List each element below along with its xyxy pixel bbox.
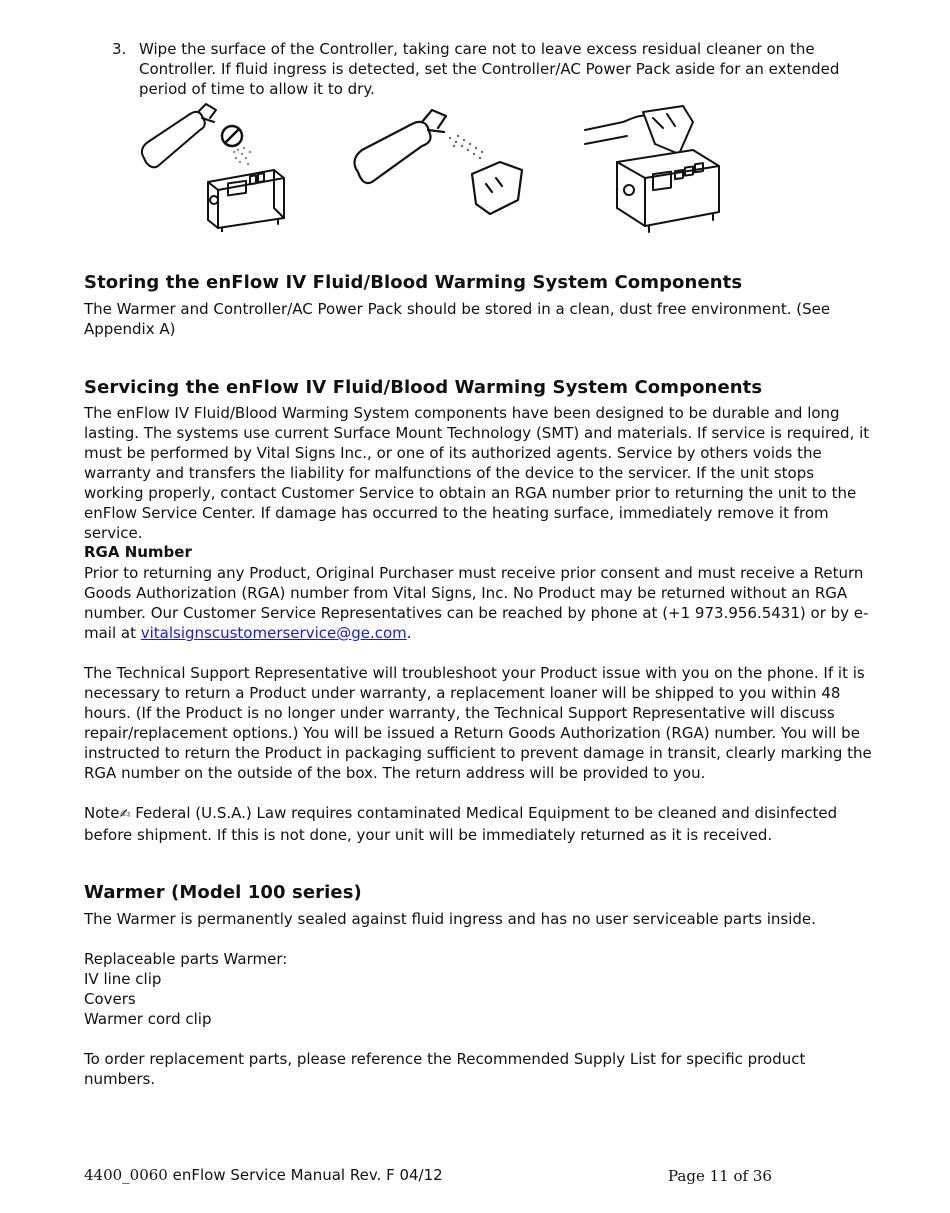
- warmer-text: The Warmer is permanently sealed against fluid ingress and has no user serviceable parts inside.: [84, 910, 816, 928]
- list-item: IV line clip: [84, 970, 162, 988]
- note-label: Note: [84, 804, 120, 822]
- email-link[interactable]: vitalsignscustomerservice@ge.com: [140, 624, 407, 642]
- parts-label: Replaceable parts Warmer:: [84, 950, 288, 968]
- doc-title: enFlow Service Manual Rev. F 04/12: [167, 1166, 443, 1184]
- servicing-text: The enFlow IV Fluid/Blood Warming System components have been designed to be durable and long lasting. The systems use current Surface Mount Technology (SMT) and materials. If service is required, it must be performed by Vital Signs Inc., or one of its authorized agents. Service by others voids the warranty and transfers the liability for malfunctions of the device to the servicer. If the unit stops working properly, contact Customer Service to obtain an RGA number prior to returning the unit to the enFlow Service Center. If damage has occurred to the heating surface, immediately remove it from service.: [84, 404, 870, 542]
- doc-code: 4400_0060: [84, 1166, 168, 1184]
- parts-list: [84, 949, 874, 1029]
- rga-text: [84, 563, 874, 643]
- support-text: The Technical Support Representative will troubleshoot your Product issue with you on the phone. If it is necessary to return a Product under warranty, a replacement loaner will be shipped to you within 48 hours. (If the Product is no longer under warranty, the Technical Support Representative will discuss repair/replacement options.) You will be issued a Return Goods Authorization (RGA) number. You will be instructed to return the Product in packaging sufficient to prevent damage in transit, clearly marking the RGA number on the outside of the box. The return address will be provided to you.: [84, 664, 872, 782]
- servicing-heading: Servicing the enFlow IV Fluid/Blood Warming System Components: [84, 377, 763, 398]
- page-number: Page 11 of 36: [668, 1167, 772, 1185]
- note-body: Federal (U.S.A.) Law requires contaminated Medical Equipment to be cleaned and disinfected before shipment. If this is not done, your unit will be immediately returned as it is received.: [84, 804, 838, 844]
- rga-text-body: Prior to returning any Product, Original Purchaser must receive prior consent and must receive a Return Goods Authorization (RGA) number from Vital Signs, Inc. No Product may be returned without an RGA number. Our Customer Service Representatives can be reached by phone at (+1 973.956.5431) or by e-mail at: [84, 564, 869, 642]
- list-item: Warmer cord clip: [84, 1010, 212, 1028]
- storing-heading: Storing the enFlow IV Fluid/Blood Warming System Components: [84, 272, 743, 293]
- rga-heading: RGA Number: [84, 543, 192, 561]
- rga-text-end: .: [406, 624, 412, 642]
- list-item: Covers: [84, 990, 136, 1008]
- step-number: 3.: [112, 40, 127, 58]
- hand-wiping-controller-icon: [583, 104, 723, 234]
- warmer-heading: Warmer (Model 100 series): [84, 882, 362, 903]
- writing-hand-icon: ✍: [119, 807, 131, 822]
- spray-bottle-on-controller-prohibited-icon: [138, 100, 288, 232]
- order-text: To order replacement parts, please reference the Recommended Supply List for specific product numbers.: [84, 1050, 806, 1088]
- note-text: [84, 803, 874, 845]
- storing-text: The Warmer and Controller/AC Power Pack should be stored in a clean, dust free environment. (See Appendix A): [84, 300, 831, 338]
- footer-doc: [84, 1166, 443, 1184]
- step-text: Wipe the surface of the Controller, taking care not to leave excess residual cleaner on the Controller. If fluid ingress is detected, set the Controller/AC Power Pack aside for an extended period of time to allow it to dry.: [139, 40, 840, 98]
- spray-bottle-on-cloth-icon: [350, 104, 530, 218]
